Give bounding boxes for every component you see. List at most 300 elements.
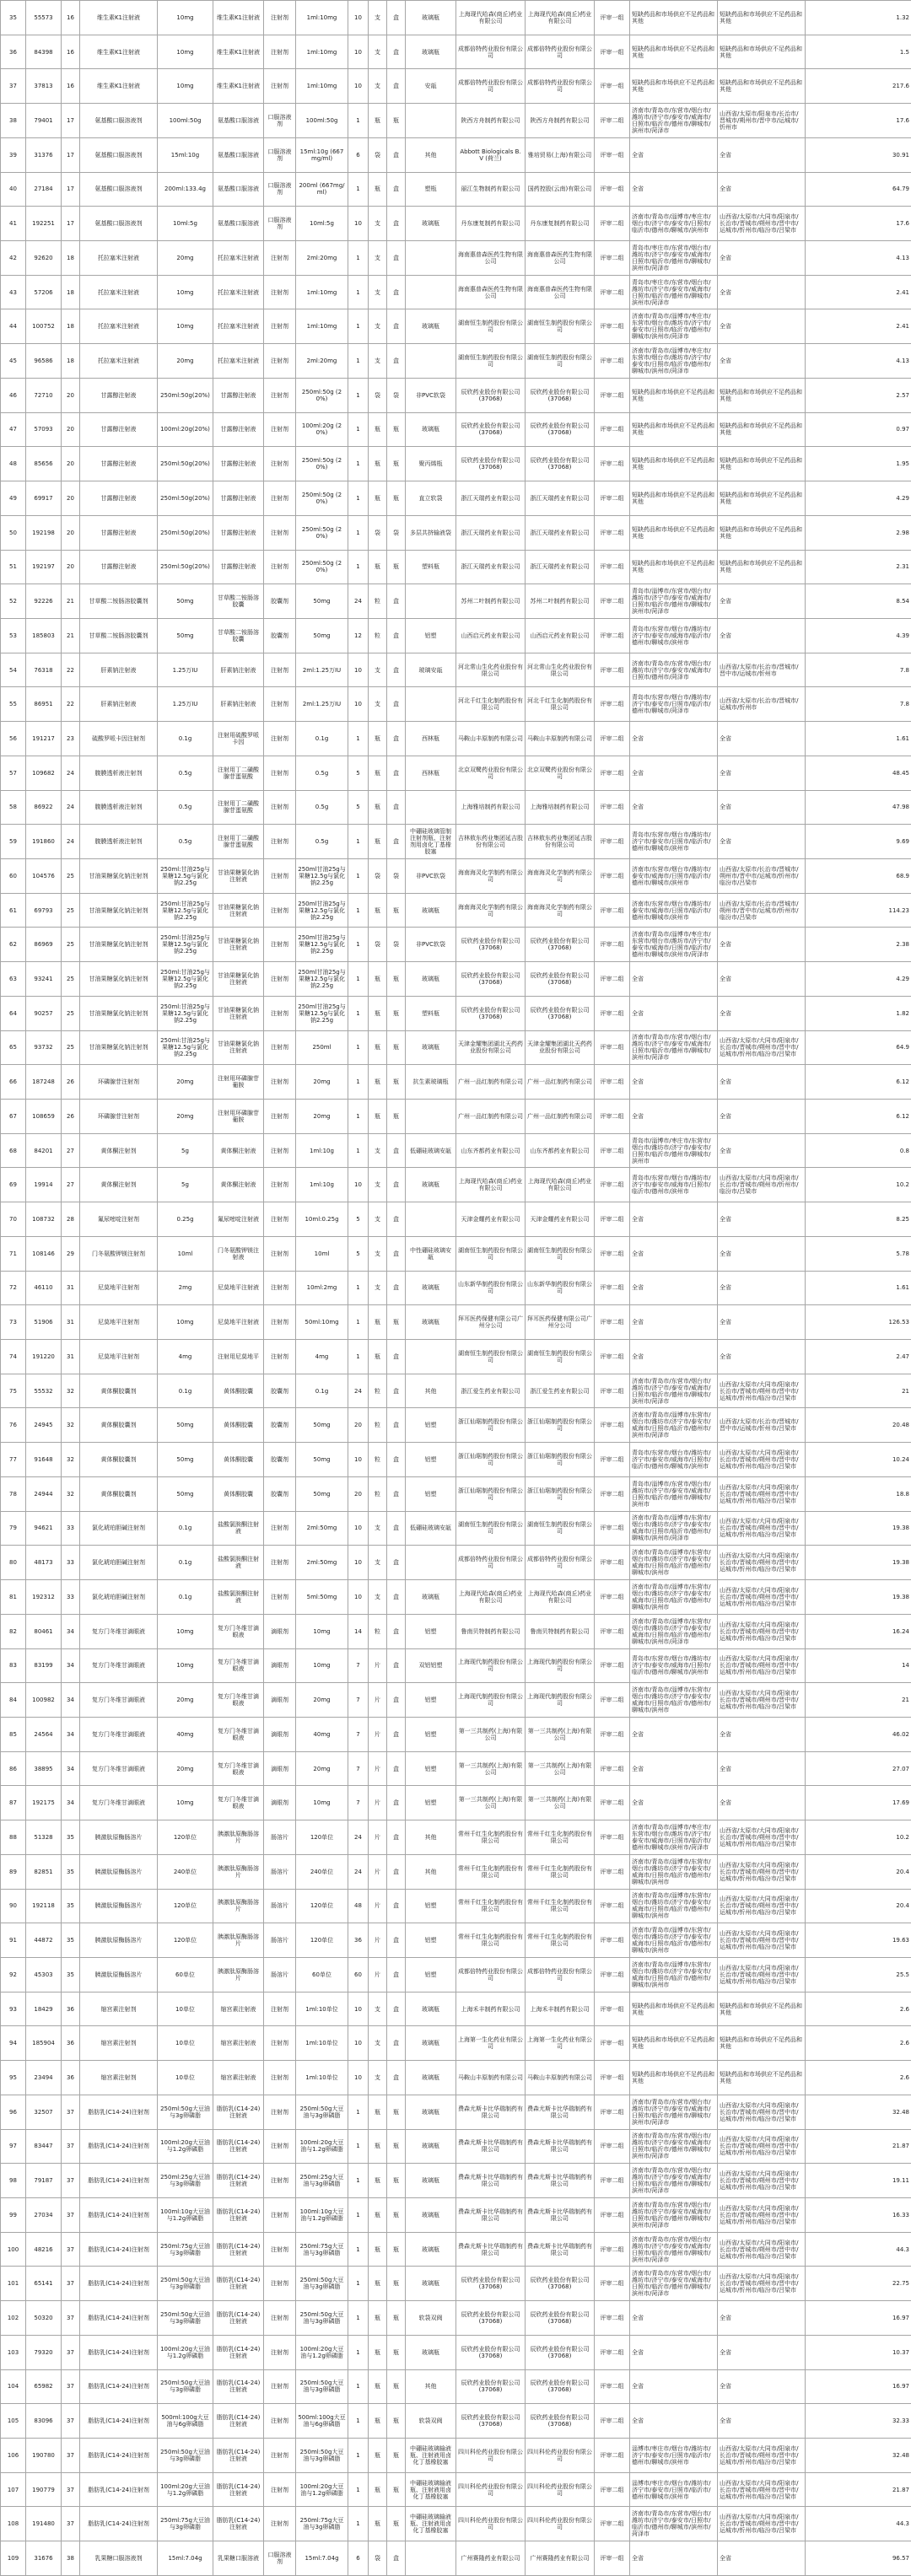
cell-shanxi-region: 山西省/太原市/长治市/晋城市/晋中市/运城市/忻州市	[718, 653, 806, 687]
cell-price: 16.97	[806, 2301, 911, 2336]
table-row	[1, 1957, 911, 1992]
cell-row-index: 73	[1, 1305, 26, 1340]
cell-shandong-region: 济南市/青岛市/东营市/烟台市/潍坊市/济宁市/泰安市/威海市/日照市/临沂市/德州市/聊城市/滨州市/菏泽市	[630, 2267, 718, 2301]
table-row	[1, 1202, 911, 1237]
cell-pack-unit: 盒	[387, 584, 406, 619]
cell-specification: 100ml:20g大豆油与1.2g卵磷脂	[158, 2129, 213, 2164]
cell-dosage-form: 滴眼剂	[264, 1648, 296, 1683]
cell-min-unit: 支	[369, 1133, 387, 1168]
cell-manufacturer: 辰欣药业股份有限公司(37068)	[456, 996, 526, 1030]
table-row	[1, 412, 911, 447]
cell-applicant-company: 常州千红生化制药股份有限公司	[526, 1820, 595, 1855]
cell-dosage-form: 注射剂	[264, 378, 296, 412]
cell-row-index: 108	[1, 2507, 26, 2541]
cell-product-code: 93732	[26, 1030, 62, 1065]
cell-row-index: 67	[1, 1100, 26, 1134]
cell-packaging-material: 玻璃瓶	[406, 2267, 456, 2301]
cell-price: 32.33	[806, 2404, 911, 2439]
cell-price: 30.91	[806, 137, 911, 172]
cell-pack-quantity: 1	[348, 2301, 369, 2336]
cell-generic-name: 维生素K1注射液	[213, 1, 264, 35]
cell-package-spec: 50mg	[296, 618, 348, 653]
cell-applicant-company: 河北千红生化制药股份有限公司	[526, 687, 595, 722]
cell-applicant-company: 拜耳医药保健有限公司广州分公司	[526, 1305, 595, 1340]
cell-review-group: 评审二组	[595, 1168, 630, 1202]
cell-group-number: 34	[62, 1717, 80, 1751]
cell-specification: 0.1g	[158, 1546, 213, 1580]
cell-product-code: 192251	[26, 207, 62, 241]
cell-group-number: 25	[62, 996, 80, 1030]
cell-dosage-form: 注射剂	[264, 1271, 296, 1305]
cell-min-unit: 袋	[369, 928, 387, 962]
cell-min-unit: 片	[369, 1648, 387, 1683]
cell-min-unit: 支	[369, 1202, 387, 1237]
cell-manufacturer: 浙江爱生药业有限公司	[456, 1374, 526, 1408]
cell-group-number: 17	[62, 207, 80, 241]
cell-price: 17.6	[806, 104, 911, 138]
cell-packaging-material: 低硼硅玻璃安瓿	[406, 1511, 456, 1546]
cell-shanxi-region: 山西省/太原市/大同市/阳泉市/长治市/晋城市/朔州市/晋中市/运城市/忻州市/临汾市/吕梁市	[718, 1683, 806, 1718]
cell-row-index: 94	[1, 2026, 26, 2061]
cell-generic-name: 复方门冬维甘滴眼液	[213, 1614, 264, 1648]
cell-product-code: 19914	[26, 1168, 62, 1202]
cell-generic-name: 甘露醇注射液	[213, 412, 264, 447]
table-row	[1, 1100, 911, 1134]
cell-shanxi-region: 短缺药品和市场供应不足药品和其他	[718, 2026, 806, 2061]
cell-packaging-material: 中硼硅玻璃输液瓶、注射液用卤化丁基橡胶塞	[406, 2507, 456, 2541]
cell-manufacturer: 海南海灵化学制药有限公司	[456, 893, 526, 928]
cell-row-index: 80	[1, 1546, 26, 1580]
cell-product-code: 69917	[26, 481, 62, 516]
cell-packaging-material: 玻璃瓶	[406, 1992, 456, 2026]
cell-shandong-region: 短缺药品和市场供应不足药品和其他	[630, 69, 718, 104]
cell-dosage-form: 注射剂	[264, 481, 296, 516]
cell-shandong-region: 济南市/青岛市/东营市/烟台市/潍坊市/济宁市/泰安市/威海市/日照市/临沂市/德州市/聊城市/滨州市/菏泽市	[630, 2198, 718, 2233]
cell-group-number: 34	[62, 1648, 80, 1683]
cell-specification: 0.25g	[158, 1202, 213, 1237]
cell-pack-quantity: 1	[348, 344, 369, 379]
cell-manufacturer: 山西启元药业有限公司	[456, 618, 526, 653]
cell-pack-unit: 瓶	[387, 104, 406, 138]
cell-group-number: 23	[62, 722, 80, 756]
cell-generic-name: 甘草酸二铵肠溶胶囊	[213, 584, 264, 619]
cell-packaging-material: 玻璃瓶	[406, 2335, 456, 2369]
cell-packaging-material	[406, 1546, 456, 1580]
cell-dosage-form: 滴眼剂	[264, 1717, 296, 1751]
cell-row-index: 97	[1, 2129, 26, 2164]
cell-pack-unit: 瓶	[387, 1030, 406, 1065]
cell-shanxi-region: 短缺药品和市场供应不足药品和其他	[718, 550, 806, 584]
cell-pack-unit: 盒	[387, 1546, 406, 1580]
cell-shanxi-region: 全省	[718, 756, 806, 790]
cell-price: 46.02	[806, 1717, 911, 1751]
cell-pack-quantity: 1	[348, 2232, 369, 2267]
cell-min-unit: 瓶	[369, 2198, 387, 2233]
cell-specification: 100ml:50g	[158, 104, 213, 138]
cell-min-unit: 支	[369, 687, 387, 722]
cell-applicant-company: 湖南恒生制药股份有限公司	[526, 1511, 595, 1546]
cell-price: 21.87	[806, 2472, 911, 2507]
cell-product-code: 79320	[26, 2335, 62, 2369]
cell-applicant-company: 费森尤斯卡比华瑞制药有限公司	[526, 2164, 595, 2198]
cell-pack-quantity: 10	[348, 207, 369, 241]
cell-applicant-company: 浙江天瑞药业有限公司	[526, 515, 595, 550]
cell-pack-quantity: 1	[348, 1065, 369, 1100]
cell-packaging-material: 塑料瓶	[406, 996, 456, 1030]
cell-review-group: 评审二组	[595, 104, 630, 138]
cell-dosage-form: 胶囊剂	[264, 1374, 296, 1408]
cell-shandong-region: 短缺药品和市场供应不足药品和其他	[630, 2026, 718, 2061]
cell-min-unit: 瓶	[369, 790, 387, 825]
cell-price: 4.29	[806, 962, 911, 997]
cell-shanxi-region: 山西省/太原市/大同市/阳泉市/长治市/晋城市/朔州市/晋中市/运城市/忻州市/临汾市/吕梁市	[718, 1923, 806, 1958]
cell-package-spec: 1ml:10g	[296, 1168, 348, 1202]
cell-manufacturer: 湖南恒生制药股份有限公司	[456, 309, 526, 344]
cell-shandong-region: 全省	[630, 1271, 718, 1305]
cell-group-number: 36	[62, 2061, 80, 2095]
cell-review-group: 评审二组	[595, 1305, 630, 1340]
cell-generic-name: 胰激肽原酶肠溶片	[213, 1854, 264, 1889]
cell-generic-name: 缩宫素注射液	[213, 2061, 264, 2095]
cell-product-code: 24564	[26, 1717, 62, 1751]
cell-specification: 2mg	[158, 1271, 213, 1305]
cell-shanxi-region: 山西省/太原市/大同市/阳泉市/长治市/晋城市/朔州市/晋中市/运城市/忻州市/临汾市/吕梁市	[718, 207, 806, 241]
cell-package-spec: 1ml:10mg	[296, 69, 348, 104]
table-row	[1, 2129, 911, 2164]
table-row	[1, 1717, 911, 1751]
cell-manufacturer: 马鞍山丰原制药有限公司	[456, 2061, 526, 2095]
cell-manufacturer: 常州千红生化制药股份有限公司	[456, 1923, 526, 1958]
cell-price: 32.48	[806, 2095, 911, 2129]
cell-drug-group-name: 氟尿嘧啶注射剂	[80, 1202, 158, 1237]
cell-pack-quantity: 10	[348, 1580, 369, 1615]
cell-pack-unit: 盒	[387, 1854, 406, 1889]
cell-min-unit: 瓶	[369, 447, 387, 481]
cell-product-code: 31676	[26, 2541, 62, 2576]
cell-product-code: 24945	[26, 1408, 62, 1443]
cell-pack-quantity: 20	[348, 1408, 369, 1443]
cell-group-number: 37	[62, 2472, 80, 2507]
cell-dosage-form: 胶囊剂	[264, 1443, 296, 1477]
cell-pack-quantity: 10	[348, 1511, 369, 1546]
cell-min-unit: 瓶	[369, 1100, 387, 1134]
cell-packaging-material: 西林瓶	[406, 722, 456, 756]
cell-applicant-company: 吉林敖东药业集团延吉股份有限公司	[526, 825, 595, 859]
cell-specification: 10mg	[158, 1614, 213, 1648]
cell-generic-name: 氨基酸口服溶液	[213, 207, 264, 241]
cell-specification: 250ml:50g大豆油与3g卵磷脂	[158, 2301, 213, 2336]
cell-packaging-material: 玻璃瓶	[406, 1030, 456, 1065]
cell-pack-unit: 盒	[387, 344, 406, 379]
cell-group-number: 21	[62, 618, 80, 653]
cell-product-code: 109682	[26, 756, 62, 790]
cell-package-spec: 250ml:50g大豆油与3g卵磷脂	[296, 2267, 348, 2301]
cell-product-code: 96586	[26, 344, 62, 379]
cell-row-index: 100	[1, 2232, 26, 2267]
cell-pack-unit: 袋	[387, 928, 406, 962]
cell-pack-quantity: 1	[348, 928, 369, 962]
cell-review-group: 评审一组	[595, 1992, 630, 2026]
cell-dosage-form: 滴眼剂	[264, 1786, 296, 1820]
cell-generic-name: 注射用丁二磺酸腺苷蛋氨酸	[213, 790, 264, 825]
cell-manufacturer: 广州一品红制药有限公司	[456, 1100, 526, 1134]
cell-package-spec: 20mg	[296, 1683, 348, 1718]
cell-specification: 40mg	[158, 1717, 213, 1751]
cell-applicant-company: 上海雅培制药有限公司	[526, 790, 595, 825]
cell-pack-quantity: 7	[348, 1751, 369, 1786]
cell-package-spec: 250ml:50g (20%)	[296, 481, 348, 516]
cell-price: 19.63	[806, 1923, 911, 1958]
cell-drug-group-name: 环磷腺苷注射剂	[80, 1100, 158, 1134]
cell-pack-unit: 瓶	[387, 2472, 406, 2507]
cell-row-index: 36	[1, 35, 26, 69]
cell-price: 4.13	[806, 241, 911, 276]
cell-applicant-company: 费森尤斯卡比华瑞制药有限公司	[526, 2129, 595, 2164]
cell-shanxi-region: 短缺药品和市场供应不足药品和其他	[718, 1, 806, 35]
cell-packaging-material: 玻璃瓶	[406, 2129, 456, 2164]
cell-applicant-company: 第一三共制药(上海)有限公司	[526, 1751, 595, 1786]
cell-review-group: 评审二组	[595, 344, 630, 379]
cell-specification: 10mg	[158, 1, 213, 35]
cell-manufacturer: 鲁南贝特制药有限公司	[456, 1614, 526, 1648]
cell-price: 2.47	[806, 1340, 911, 1374]
table-row	[1, 1923, 911, 1958]
cell-drug-group-name: 维生素K1注射液	[80, 1, 158, 35]
cell-applicant-company: 四川科伦药业股份有限公司	[526, 2507, 595, 2541]
cell-specification: 1.25万IU	[158, 687, 213, 722]
cell-dosage-form: 注射剂	[264, 447, 296, 481]
cell-price: 2.38	[806, 928, 911, 962]
cell-min-unit: 瓶	[369, 2232, 387, 2267]
cell-drug-group-name: 甘露醇注射液	[80, 550, 158, 584]
cell-shandong-region: 短缺药品和市场供应不足药品和其他	[630, 2061, 718, 2095]
cell-shanxi-region: 山西省/太原市/长治市/晋城市/晋中市/运城市/忻州市/吕梁市	[718, 1408, 806, 1443]
cell-row-index: 103	[1, 2335, 26, 2369]
cell-dosage-form: 注射剂	[264, 2164, 296, 2198]
cell-generic-name: 复方门冬维甘滴眼液	[213, 1786, 264, 1820]
table-row	[1, 962, 911, 997]
cell-drug-group-name: 黄体酮胶囊剂	[80, 1374, 158, 1408]
cell-review-group: 评审二组	[595, 996, 630, 1030]
cell-dosage-form: 注射剂	[264, 687, 296, 722]
cell-review-group: 评审二组	[595, 1408, 630, 1443]
cell-dosage-form: 注射剂	[264, 1511, 296, 1546]
cell-review-group: 评审二组	[595, 1100, 630, 1134]
cell-dosage-form: 口服溶液剂	[264, 207, 296, 241]
cell-review-group: 评审二组	[595, 207, 630, 241]
cell-price: 19.38	[806, 1546, 911, 1580]
cell-row-index: 92	[1, 1957, 26, 1992]
cell-shanxi-region: 山西省/太原市/大同市/阳泉市/长治市/晋城市/朔州市/晋中市/运城市/忻州市/临汾市/吕梁市	[718, 2507, 806, 2541]
cell-shandong-region: 青岛市/东营市/烟台市/潍坊市/济宁市/泰安市/日照市/临沂市/德州市/聊城市/菏泽市	[630, 687, 718, 722]
cell-product-code: 191480	[26, 2507, 62, 2541]
cell-applicant-company: 山东新华制药股份有限公司	[526, 1271, 595, 1305]
cell-drug-group-name: 缩宫素注射剂	[80, 1992, 158, 2026]
cell-generic-name: 胰激肽原酶肠溶片	[213, 1889, 264, 1923]
cell-min-unit: 片	[369, 1923, 387, 1958]
cell-price: 20.4	[806, 1889, 911, 1923]
cell-group-number: 18	[62, 344, 80, 379]
cell-applicant-company: 上海现代制药股份有限公司	[526, 1648, 595, 1683]
cell-generic-name: 黄体酮胶囊	[213, 1476, 264, 1511]
table-row	[1, 1340, 911, 1374]
cell-packaging-material: 中硼硅玻璃管制注射剂瓶、注射剂用卤化丁基橡胶塞	[406, 825, 456, 859]
cell-generic-name: 黄体酮注射液	[213, 1168, 264, 1202]
cell-dosage-form: 口服溶液剂	[264, 2541, 296, 2576]
cell-specification: 250ml:50g大豆油与3g卵磷脂	[158, 2369, 213, 2404]
cell-price: 16.97	[806, 2369, 911, 2404]
cell-applicant-company: 第一三共制药(上海)有限公司	[526, 1717, 595, 1751]
cell-shanxi-region: 短缺药品和市场供应不足药品和其他	[718, 35, 806, 69]
cell-shanxi-region: 全省	[718, 962, 806, 997]
cell-specification: 0.1g	[158, 1511, 213, 1546]
cell-price: 2.41	[806, 309, 911, 344]
table-row	[1, 35, 911, 69]
cell-applicant-company: 湖南恒生制药股份有限公司	[526, 309, 595, 344]
cell-drug-group-name: 甘草酸二铵肠溶胶囊剂	[80, 584, 158, 619]
cell-shandong-region: 青岛市/淄博市/枣庄市/东营市/烟台市/潍坊市/济宁市/泰安市/日照市/临沂市/德州市/聊城市/滨州市	[630, 1133, 718, 1168]
cell-packaging-material	[406, 584, 456, 619]
cell-min-unit: 片	[369, 1717, 387, 1751]
cell-package-spec: 2ml:50mg	[296, 1546, 348, 1580]
cell-specification: 100ml:20g大豆油与1.2g卵磷脂	[158, 2335, 213, 2369]
cell-row-index: 107	[1, 2472, 26, 2507]
cell-shanxi-region: 短缺药品和市场供应不足药品和其他	[718, 1992, 806, 2026]
cell-manufacturer: 四川科伦药业股份有限公司	[456, 2507, 526, 2541]
cell-package-spec: 2ml:50mg	[296, 1511, 348, 1546]
cell-min-unit: 支	[369, 1511, 387, 1546]
cell-dosage-form: 注射剂	[264, 2335, 296, 2369]
cell-pack-quantity: 5	[348, 1202, 369, 1237]
cell-applicant-company: 海南海灵化学制药有限公司	[526, 858, 595, 893]
cell-pack-quantity: 24	[348, 1820, 369, 1855]
table-row	[1, 1648, 911, 1683]
cell-dosage-form: 注射剂	[264, 1168, 296, 1202]
cell-min-unit: 粒	[369, 1476, 387, 1511]
cell-product-code: 55532	[26, 1374, 62, 1408]
cell-generic-name: 托拉塞米注射液	[213, 309, 264, 344]
cell-specification: 250ml:50g大豆油与3g卵磷脂	[158, 2267, 213, 2301]
cell-row-index: 93	[1, 1992, 26, 2026]
cell-specification: 10mg	[158, 35, 213, 69]
cell-pack-quantity: 1	[348, 412, 369, 447]
cell-package-spec: 250ml:50g大豆油与3g卵磷脂	[296, 2439, 348, 2473]
cell-price: 68.9	[806, 858, 911, 893]
cell-product-code: 45303	[26, 1957, 62, 1992]
cell-pack-quantity: 10	[348, 653, 369, 687]
cell-product-code: 92226	[26, 584, 62, 619]
cell-manufacturer: 山东齐都药业有限公司	[456, 1133, 526, 1168]
table-row	[1, 1889, 911, 1923]
cell-product-code: 23494	[26, 2061, 62, 2095]
cell-package-spec: 5ml:50mg	[296, 1580, 348, 1615]
cell-pack-quantity: 1	[348, 2198, 369, 2233]
cell-product-code: 24944	[26, 1476, 62, 1511]
cell-shanxi-region: 全省	[718, 1305, 806, 1340]
cell-product-code: 108732	[26, 1202, 62, 1237]
cell-pack-quantity: 1	[348, 104, 369, 138]
cell-dosage-form: 注射剂	[264, 722, 296, 756]
cell-shandong-region: 青岛市/枣庄市/东营市/烟台市/潍坊市/济宁市/泰安市/威海市/日照市/临沂市/德州市/聊城市/滨州市/菏泽市	[630, 275, 718, 309]
cell-group-number: 35	[62, 1820, 80, 1855]
cell-shanxi-region: 全省	[718, 1236, 806, 1271]
cell-product-code: 57093	[26, 412, 62, 447]
cell-row-index: 45	[1, 344, 26, 379]
cell-shanxi-region: 全省	[718, 1717, 806, 1751]
cell-generic-name: 尼莫地平注射液	[213, 1305, 264, 1340]
cell-specification: 20mg	[158, 1065, 213, 1100]
cell-manufacturer: 湖南恒生制药股份有限公司	[456, 1236, 526, 1271]
cell-specification: 250ml:甘油25g与果糖12.5g与氯化钠2.25g	[158, 928, 213, 962]
cell-row-index: 53	[1, 618, 26, 653]
cell-specification: 0.1g	[158, 1374, 213, 1408]
cell-manufacturer: 浙江仙琚制药股份有限公司	[456, 1408, 526, 1443]
cell-dosage-form: 注射剂	[264, 1133, 296, 1168]
cell-pack-unit: 盒	[387, 1957, 406, 1992]
cell-shanxi-region: 全省	[718, 790, 806, 825]
cell-package-spec: 250ml:25g大豆油与3g卵磷脂	[296, 2164, 348, 2198]
cell-min-unit: 支	[369, 1546, 387, 1580]
cell-review-group: 评审二组	[595, 1511, 630, 1546]
cell-dosage-form: 肠溶片	[264, 1820, 296, 1855]
cell-dosage-form: 注射剂	[264, 1305, 296, 1340]
cell-dosage-form: 注射剂	[264, 2232, 296, 2267]
cell-package-spec: 100ml:20g大豆油与1.2g卵磷脂	[296, 2472, 348, 2507]
cell-manufacturer: 上海现代哈森(商丘)药业有限公司	[456, 1168, 526, 1202]
cell-price: 4.13	[806, 344, 911, 379]
cell-min-unit: 支	[369, 1, 387, 35]
cell-pack-unit: 盒	[387, 207, 406, 241]
cell-shandong-region: 全省	[630, 722, 718, 756]
cell-dosage-form: 注射剂	[264, 35, 296, 69]
cell-review-group: 评审二组	[595, 584, 630, 619]
cell-product-code: 108659	[26, 1100, 62, 1134]
cell-packaging-material: 其他	[406, 137, 456, 172]
cell-row-index: 48	[1, 447, 26, 481]
cell-row-index: 51	[1, 550, 26, 584]
cell-manufacturer: 上海第一生化药业有限公司	[456, 2026, 526, 2061]
cell-shandong-region: 济南市/青岛市/淄博市/东营市/烟台市/潍坊市/济宁市/泰安市/威海市/日照市/临沂市/德州市/聊城市/滨州市	[630, 1683, 718, 1718]
cell-review-group: 评审二组	[595, 928, 630, 962]
cell-manufacturer: 费森尤斯卡比华瑞制药有限公司	[456, 2095, 526, 2129]
cell-min-unit: 瓶	[369, 2472, 387, 2507]
cell-shanxi-region: 山西省/太原市/大同市/阳泉市/长治市/晋城市/朔州市/晋中市/运城市/忻州市/临汾市/吕梁市	[718, 1546, 806, 1580]
cell-min-unit: 瓶	[369, 756, 387, 790]
cell-shandong-region: 全省	[630, 172, 718, 207]
cell-package-spec: 250ml甘油25g与果糖12.5g与氯化钠2.25g	[296, 858, 348, 893]
cell-pack-quantity: 10	[348, 687, 369, 722]
cell-group-number: 33	[62, 1511, 80, 1546]
cell-drug-group-name: 脂肪乳(C14-24)注射剂	[80, 2164, 158, 2198]
cell-min-unit: 瓶	[369, 2439, 387, 2473]
cell-packaging-material	[406, 687, 456, 722]
cell-package-spec: 50mg	[296, 584, 348, 619]
cell-row-index: 89	[1, 1854, 26, 1889]
cell-min-unit: 袋	[369, 137, 387, 172]
cell-row-index: 59	[1, 825, 26, 859]
cell-min-unit: 片	[369, 1820, 387, 1855]
cell-product-code: 82851	[26, 1854, 62, 1889]
cell-shandong-region: 全省	[630, 1202, 718, 1237]
cell-pack-quantity: 1	[348, 2439, 369, 2473]
cell-dosage-form: 胶囊剂	[264, 1408, 296, 1443]
cell-product-code: 84201	[26, 1133, 62, 1168]
cell-shandong-region: 全省	[630, 1717, 718, 1751]
cell-price: 126.53	[806, 1305, 911, 1340]
cell-shanxi-region: 山西省/太原市/大同市/阳泉市/长治市/晋城市/朔州市/晋中市/运城市/忻州市/临汾市/吕梁市	[718, 1374, 806, 1408]
cell-review-group: 评审二组	[595, 1820, 630, 1855]
cell-manufacturer: 费森尤斯卡比华瑞制药有限公司	[456, 2129, 526, 2164]
